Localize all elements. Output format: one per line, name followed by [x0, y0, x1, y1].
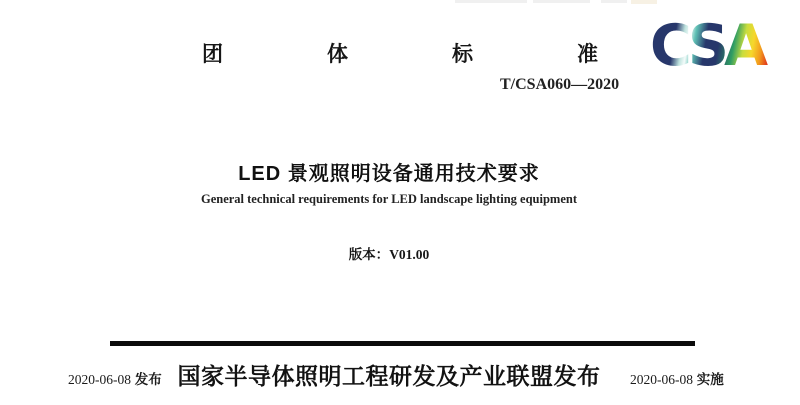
version-label: 版本：: [348, 247, 390, 262]
scan-artifact: [533, 0, 590, 3]
implement-date: 2020-06-08: [630, 372, 693, 387]
document-title-en: General technical requirements for LED landscape lighting equipment: [200, 192, 578, 206]
standard-number: T/CSA060—2020: [500, 76, 620, 93]
standard-type-char: 标: [452, 43, 473, 66]
scan-artifact: [601, 0, 627, 3]
version-line: [0, 243, 778, 263]
standard-type-char: 准: [577, 43, 598, 66]
scan-artifact: [455, 0, 527, 3]
document-title-zh: LED 景观照明设备通用技术要求: [238, 163, 540, 185]
csa-logo: CSA: [650, 16, 768, 76]
standard-type-char: 团: [202, 43, 223, 66]
implement-date-line: [630, 368, 724, 388]
footer-rule: [110, 341, 695, 346]
standard-type-heading: [202, 38, 598, 68]
publisher-line: 国家半导体照明工程研发及产业联盟发布: [177, 363, 601, 389]
standard-type-char: 体: [327, 43, 348, 66]
release-date: 2020-06-08: [68, 372, 131, 387]
implement-label: 实施: [696, 372, 724, 387]
release-label: 发布: [134, 372, 162, 387]
version-value: V01.00: [389, 247, 430, 262]
scan-artifact: [631, 0, 657, 4]
